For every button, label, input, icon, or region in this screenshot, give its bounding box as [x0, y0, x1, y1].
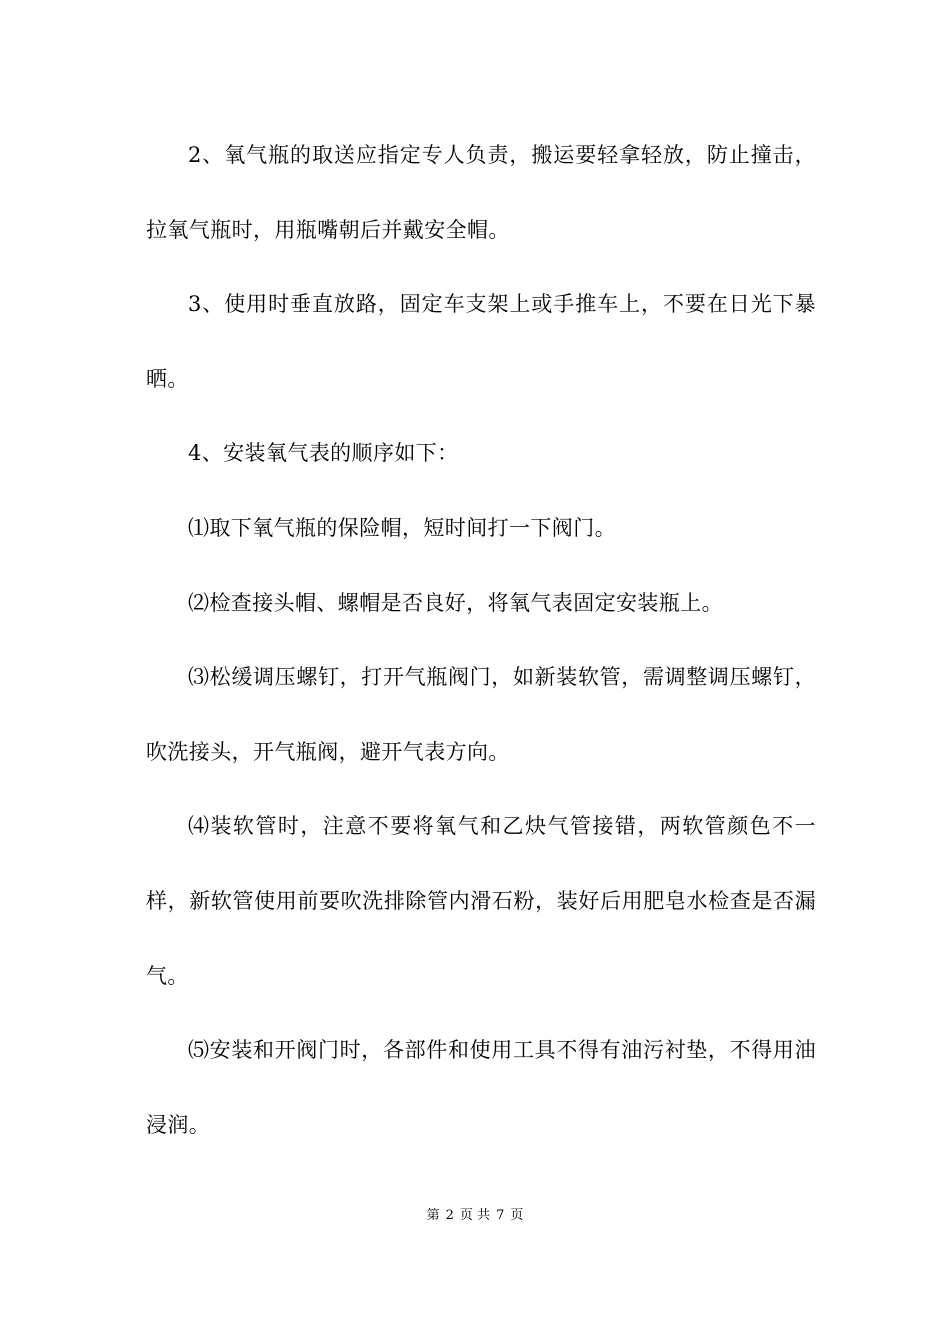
paragraph-step-3: ⑶松缓调压螺钉，打开气瓶阀门，如新装软管，需调整调压螺钉，吹洗接头，开气瓶阀，避开气表方向。 [146, 665, 816, 764]
paragraph-oxygen-transport: 2、氧气瓶的取送应指定专人负责，搬运要轻拿轻放，防止撞击，拉氧气瓶时，用瓶嘴朝后并戴安全帽。 [146, 143, 816, 242]
footer-middle: 页 共 [459, 1208, 491, 1223]
paragraph-step-1: ⑴取下氧气瓶的保险帽，短时间打一下阀门。 [188, 515, 616, 540]
footer-suffix: 页 [510, 1208, 524, 1223]
footer-prefix: 第 [426, 1208, 440, 1223]
page-number-footer [0, 1206, 950, 1226]
footer-total-pages: 7 [496, 1208, 505, 1223]
paragraph-step-4: ⑷装软管时，注意不要将氧气和乙炔气管接错，两软管颜色不一样，新软管使用前要吹洗排除管内滑石粉，装好后用肥皂水检查是否漏气。 [146, 814, 816, 988]
document-body [146, 118, 816, 1162]
paragraph-step-5: ⑸安装和开阀门时，各部件和使用工具不得有油污衬垫，不得用油浸润。 [146, 1038, 816, 1137]
paragraph-step-2: ⑵检查接头帽、螺帽是否良好，将氧气表固定安装瓶上。 [188, 590, 723, 615]
paragraph-gauge-install-order: 4、安装氧气表的顺序如下： [188, 441, 459, 466]
footer-current-page: 2 [445, 1208, 454, 1223]
paragraph-upright-placement: 3、使用时垂直放路，固定车支架上或手推车上，不要在日光下暴晒。 [146, 292, 816, 391]
